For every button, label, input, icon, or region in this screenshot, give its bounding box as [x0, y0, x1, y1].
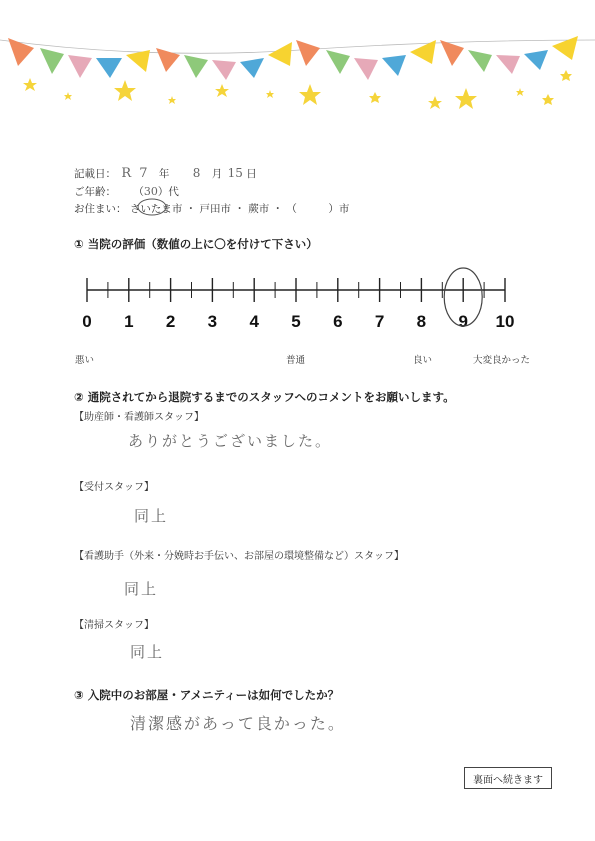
label-very-good: 大変良かった — [473, 355, 531, 366]
label-bad: 悪い — [75, 355, 95, 366]
scale-number-1[interactable]: 1 — [124, 312, 134, 331]
staff-label-reception: 【受付スタッフ】 — [74, 482, 154, 493]
scale-number-2[interactable]: 2 — [165, 312, 176, 331]
staff-comment-midwife[interactable]: ありがとうございました。 — [128, 432, 333, 450]
residence-row — [74, 201, 349, 216]
scale-number-5[interactable]: 5 — [291, 312, 301, 331]
scale-number-6[interactable]: 6 — [333, 312, 343, 331]
date-day-value[interactable]: 15 — [227, 166, 243, 180]
age-close-paren: ）代 — [157, 186, 179, 198]
scale-number-4[interactable]: 4 — [249, 312, 259, 331]
scale-number-8[interactable]: 8 — [416, 312, 427, 331]
scale-number-0[interactable]: 0 — [82, 312, 92, 331]
scale-number-3[interactable]: 3 — [207, 312, 218, 331]
staff-comment-assistant[interactable]: 同上 — [124, 580, 159, 598]
staff-comment-cleaning[interactable]: 同上 — [130, 643, 165, 661]
q3-title: ③ 入院中のお部屋・アメニティーは如何でしたか？ — [74, 688, 340, 702]
continue-to-back-label: 裏面へ続きます — [464, 767, 552, 789]
staff-comment-reception[interactable]: 同上 — [134, 507, 169, 525]
stars-decoration — [23, 70, 572, 109]
label-normal: 普通 — [286, 355, 306, 366]
q2-title: ② 通院されてから退院するまでのスタッフへのコメントをお願いします。 — [74, 390, 455, 404]
scale-marks — [70, 265, 530, 365]
residence-label: お住まい： — [74, 203, 127, 215]
staff-label-cleaning: 【清掃スタッフ】 — [74, 620, 154, 631]
date-month-value[interactable]: 8 — [192, 166, 203, 180]
date-era-value[interactable]: R 7 — [121, 166, 150, 181]
age-open-paren: （ — [133, 186, 144, 198]
bunting-flags — [8, 36, 578, 80]
age-value[interactable]: 30 — [143, 185, 158, 198]
scale-number-10[interactable]: 10 — [495, 312, 515, 331]
rating-scale[interactable] — [70, 265, 530, 365]
residence-options[interactable]: さいたま市 ・ 戸田市 ・ 蕨市 ・ （ ）市 — [129, 203, 350, 215]
age-label: ご年齢： — [74, 186, 116, 198]
residence-selected-circle — [135, 197, 169, 217]
q1-title: ① 当院の評価（数値の上に〇を付けて下さい） — [74, 237, 318, 251]
scale-number-7[interactable]: 7 — [374, 312, 385, 331]
date-label: 記載日： — [74, 168, 116, 180]
label-good: 良い — [413, 355, 433, 366]
q3-comment[interactable]: 清潔感があって良かった。 — [130, 714, 346, 733]
date-year-unit: 年 — [158, 168, 170, 180]
staff-label-assistant: 【看護助手（外来・分娩時お手伝い、お部屋の環境整備など）スタッフ】 — [74, 551, 404, 562]
staff-label-midwife: 【助産師・看護師スタッフ】 — [74, 412, 204, 423]
date-month-unit: 月 — [211, 168, 223, 180]
date-row — [74, 166, 257, 181]
scale-number-9[interactable]: 9 — [458, 312, 468, 331]
bunting-banner — [0, 0, 595, 130]
date-day-unit: 日 — [246, 168, 257, 180]
